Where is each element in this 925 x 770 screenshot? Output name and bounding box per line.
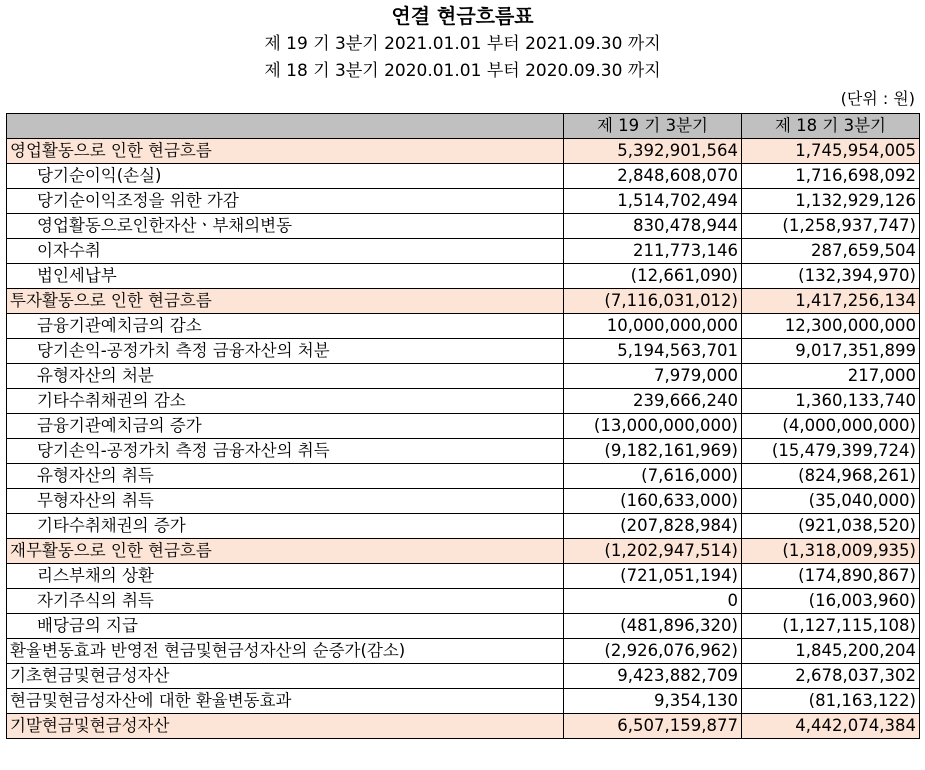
prior-value: 4,442,074,384 (742, 714, 920, 739)
row-label: 금융기관예치금의 감소 (7, 314, 564, 339)
table-row (7, 389, 920, 414)
row-label: 기초현금및현금성자산 (7, 664, 564, 689)
prior-value: 1,845,200,204 (742, 639, 920, 664)
row-label: 금융기관예치금의 증가 (7, 414, 564, 439)
table-row (7, 664, 920, 689)
current-value: 9,423,882,709 (564, 664, 742, 689)
prior-value: (921,038,520) (742, 514, 920, 539)
header-current-period: 제 19 기 3분기 (564, 114, 742, 139)
table-row (7, 689, 920, 714)
prior-value: 287,659,504 (742, 239, 920, 264)
current-value: (207,828,984) (564, 514, 742, 539)
table-row (7, 414, 920, 439)
prior-value: (81,163,122) (742, 689, 920, 714)
period-current: 제 19 기 3분기 2021.01.01 부터 2021.09.30 까지 (264, 34, 661, 54)
prior-value: 2,678,037,302 (742, 664, 920, 689)
statement-title: 연결 현금흐름표 (391, 4, 534, 28)
current-value: 10,000,000,000 (564, 314, 742, 339)
row-label: 당기순이익조정을 위한 가감 (7, 189, 564, 214)
prior-value: 1,132,929,126 (742, 189, 920, 214)
current-value: (13,000,000,000) (564, 414, 742, 439)
prior-value: (16,003,960) (742, 589, 920, 614)
prior-value: (1,127,115,108) (742, 614, 920, 639)
row-label: 이자수취 (7, 239, 564, 264)
unit-label: (단위 : 원) (840, 89, 915, 108)
prior-value: 217,000 (742, 364, 920, 389)
table-row (7, 314, 920, 339)
table-row (7, 464, 920, 489)
prior-value: 1,417,256,134 (742, 289, 920, 314)
prior-value: (174,890,867) (742, 564, 920, 589)
current-value: (481,896,320) (564, 614, 742, 639)
row-label: 유형자산의 취득 (7, 464, 564, 489)
row-label: 기타수취채권의 감소 (7, 389, 564, 414)
prior-value: 9,017,351,899 (742, 339, 920, 364)
table-row (7, 364, 920, 389)
row-label: 재무활동으로 인한 현금흐름 (7, 539, 564, 564)
table-row (7, 239, 920, 264)
row-label: 유형자산의 처분 (7, 364, 564, 389)
table-row (7, 714, 920, 739)
current-value: 2,848,608,070 (564, 164, 742, 189)
prior-value: 12,300,000,000 (742, 314, 920, 339)
current-value: 5,194,563,701 (564, 339, 742, 364)
table-row (7, 439, 920, 464)
row-label: 영업활동으로 인한 현금흐름 (7, 139, 564, 164)
prior-value: 1,745,954,005 (742, 139, 920, 164)
current-value: (9,182,161,969) (564, 439, 742, 464)
current-value: 9,354,130 (564, 689, 742, 714)
current-value: (2,926,076,962) (564, 639, 742, 664)
current-value: 6,507,159,877 (564, 714, 742, 739)
table-row (7, 214, 920, 239)
table-row (7, 489, 920, 514)
prior-value: (824,968,261) (742, 464, 920, 489)
row-label: 당기손익-공정가치 측정 금융자산의 취득 (7, 439, 564, 464)
table-row (7, 539, 920, 564)
table-row (7, 564, 920, 589)
current-value: (721,051,194) (564, 564, 742, 589)
table-row (7, 289, 920, 314)
row-label: 자기주식의 취득 (7, 589, 564, 614)
current-value: (1,202,947,514) (564, 539, 742, 564)
current-value: (7,616,000) (564, 464, 742, 489)
table-row (7, 139, 920, 164)
cash-flow-table (6, 113, 920, 739)
row-label: 현금및현금성자산에 대한 환율변동효과 (7, 689, 564, 714)
current-value: 239,666,240 (564, 389, 742, 414)
table-row (7, 189, 920, 214)
row-label: 법인세납부 (7, 264, 564, 289)
row-label: 기말현금및현금성자산 (7, 714, 564, 739)
prior-value: (1,258,937,747) (742, 214, 920, 239)
prior-value: 1,716,698,092 (742, 164, 920, 189)
prior-value: (1,318,009,935) (742, 539, 920, 564)
current-value: 1,514,702,494 (564, 189, 742, 214)
prior-value: (35,040,000) (742, 489, 920, 514)
header-row (7, 114, 920, 139)
row-label: 기타수취채권의 증가 (7, 514, 564, 539)
period-prior: 제 18 기 3분기 2020.01.01 부터 2020.09.30 까지 (264, 61, 661, 81)
row-label: 배당금의 지급 (7, 614, 564, 639)
table-row (7, 164, 920, 189)
prior-value: (15,479,399,724) (742, 439, 920, 464)
current-value: (7,116,031,012) (564, 289, 742, 314)
prior-value: (4,000,000,000) (742, 414, 920, 439)
header-prior-period: 제 18 기 3분기 (742, 114, 920, 139)
table-row (7, 264, 920, 289)
table-row (7, 614, 920, 639)
table-row (7, 589, 920, 614)
table-row (7, 639, 920, 664)
prior-value: (132,394,970) (742, 264, 920, 289)
current-value: (160,633,000) (564, 489, 742, 514)
current-value: 211,773,146 (564, 239, 742, 264)
row-label: 영업활동으로인한자산ㆍ부채의변동 (7, 214, 564, 239)
header-label-cell (7, 114, 564, 139)
table-row (7, 514, 920, 539)
row-label: 당기손익-공정가치 측정 금융자산의 처분 (7, 339, 564, 364)
current-value: (12,661,090) (564, 264, 742, 289)
row-label: 투자활동으로 인한 현금흐름 (7, 289, 564, 314)
prior-value: 1,360,133,740 (742, 389, 920, 414)
current-value: 7,979,000 (564, 364, 742, 389)
row-label: 환율변동효과 반영전 현금및현금성자산의 순증가(감소) (7, 639, 564, 664)
current-value: 830,478,944 (564, 214, 742, 239)
table-row (7, 339, 920, 364)
row-label: 당기순이익(손실) (7, 164, 564, 189)
row-label: 무형자산의 취득 (7, 489, 564, 514)
current-value: 5,392,901,564 (564, 139, 742, 164)
current-value: 0 (564, 589, 742, 614)
row-label: 리스부채의 상환 (7, 564, 564, 589)
